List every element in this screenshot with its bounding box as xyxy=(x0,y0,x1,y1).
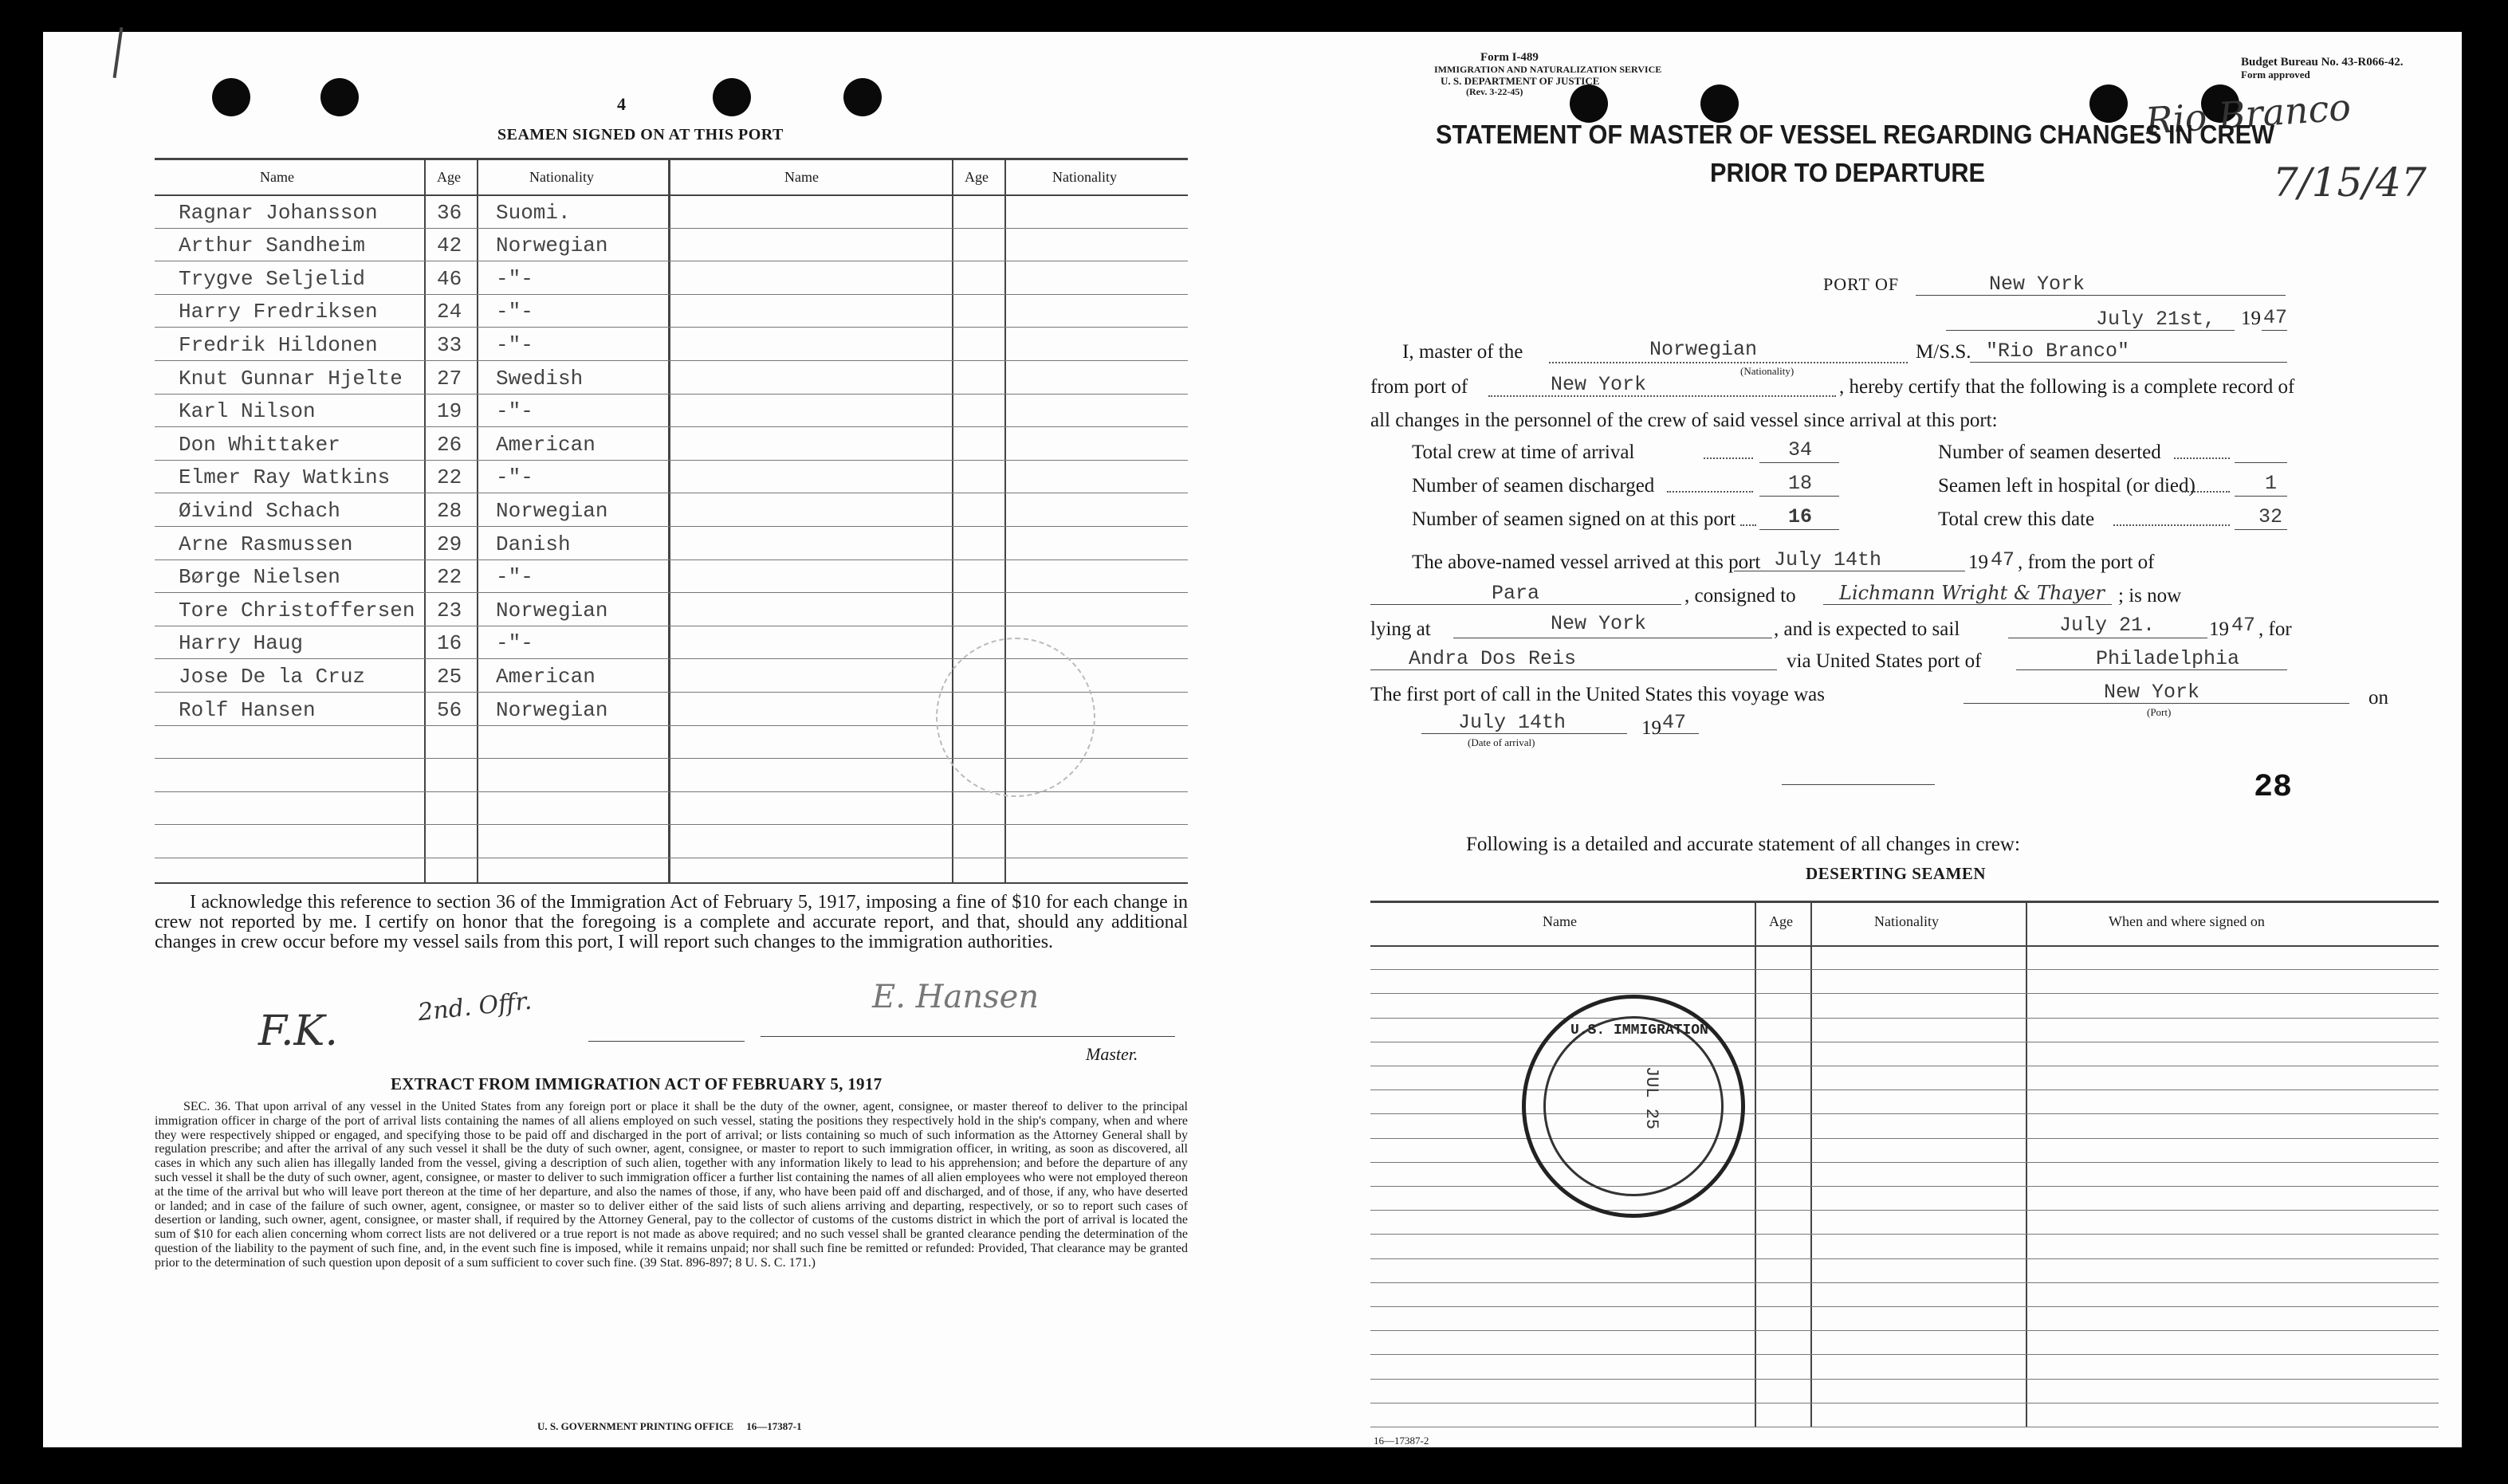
punch-hole xyxy=(843,78,882,116)
column-header-nationality-2: Nationality xyxy=(1052,169,1117,185)
seaman-nationality: -"- xyxy=(496,300,533,324)
punch-hole xyxy=(713,78,751,116)
seaman-nationality: American xyxy=(496,432,596,457)
table-rule xyxy=(1370,1258,2439,1259)
column-header-age: Age xyxy=(437,169,461,185)
table-rule xyxy=(155,592,1188,593)
seaman-name: Harry Haug xyxy=(179,631,304,656)
arrived-label: The above-named vessel arrived at this port xyxy=(1412,552,1761,573)
document-sheet xyxy=(43,32,2462,1447)
master-of-label: I, master of the xyxy=(1402,341,1523,363)
table-rule xyxy=(1370,1330,2439,1331)
immigration-stamp xyxy=(1522,995,1745,1218)
table-rule xyxy=(1370,1354,2439,1355)
certify-text: , hereby certify that the following is a complete record of xyxy=(1839,376,2295,398)
seaman-name: Ragnar Johansson xyxy=(179,200,378,225)
seaman-nationality: American xyxy=(496,665,596,689)
punch-hole xyxy=(1570,84,1608,123)
seaman-nationality: Suomi. xyxy=(496,200,571,225)
column-header-age-2: Age xyxy=(965,169,989,185)
arrived-year-prefix: 19 xyxy=(1968,552,1988,573)
table-rule xyxy=(1370,1306,2439,1307)
seaman-age: 42 xyxy=(437,234,462,258)
first-arrival-year-prefix: 19 xyxy=(1641,717,1661,739)
budget-bureau-number: Budget Bureau No. 43-R066-42. xyxy=(2241,56,2404,69)
seaman-name: Trygve Seljelid xyxy=(179,266,366,291)
table-rule xyxy=(1370,1162,2439,1163)
via-port-value: Philadelphia xyxy=(2096,647,2240,670)
date-of-arrival-caption: (Date of arrival) xyxy=(1468,736,1535,748)
lying-at-label: lying at xyxy=(1370,618,1431,640)
table-rule xyxy=(1370,993,2439,994)
table-rule xyxy=(155,559,1188,560)
seaman-nationality: -"- xyxy=(496,565,533,590)
seaman-nationality: Norwegian xyxy=(496,499,608,523)
table-rule xyxy=(155,526,1188,527)
form-title-line-2: PRIOR TO DEPARTURE xyxy=(1710,158,1986,187)
seaman-age: 46 xyxy=(437,266,462,291)
seaman-age: 25 xyxy=(437,665,462,689)
table-rule xyxy=(1370,969,2439,970)
seaman-nationality: -"- xyxy=(496,399,533,424)
seaman-name: Arne Rasmussen xyxy=(179,532,353,556)
crew-at-arrival-value: 34 xyxy=(1788,438,1813,461)
deserting-column-signed-on: When and where signed on xyxy=(2109,913,2265,929)
is-now-label: ; is now xyxy=(2118,585,2182,607)
form-revision: (Rev. 3-22-45) xyxy=(1466,86,1523,97)
form-approved: Form approved xyxy=(2241,69,2310,80)
seaman-age: 22 xyxy=(437,465,462,490)
column-header-nationality: Nationality xyxy=(529,169,594,185)
seaman-name: Arthur Sandheim xyxy=(179,234,366,258)
extract-title: EXTRACT FROM IMMIGRATION ACT OF FEBRUARY 5, 1917 xyxy=(391,1074,883,1093)
column-header-name-2: Name xyxy=(784,169,819,185)
table-rule xyxy=(155,394,1188,395)
destination-value: Andra Dos Reis xyxy=(1409,647,1577,670)
from-port-label: from port of xyxy=(1370,376,1468,398)
officer-initials: F.K. xyxy=(258,1007,338,1055)
table-rule xyxy=(155,327,1188,328)
seaman-age: 23 xyxy=(437,598,462,622)
arrived-date: July 14th xyxy=(1774,548,1882,571)
column-header-name: Name xyxy=(260,169,294,185)
port-of-label: PORT OF xyxy=(1823,274,1900,294)
seaman-name: Harry Fredriksen xyxy=(179,300,378,324)
statement-year: 47 xyxy=(2263,306,2288,329)
deserting-seamen-title: DESERTING SEAMEN xyxy=(1806,864,1987,883)
on-label: on xyxy=(2368,687,2388,709)
seaman-name: Rolf Hansen xyxy=(179,697,316,722)
seaman-name: Tore Christoffersen xyxy=(179,598,415,622)
deserting-column-name: Name xyxy=(1543,913,1577,929)
table-rule xyxy=(1370,1379,2439,1380)
seaman-age: 36 xyxy=(437,200,462,225)
departure-port-value: Para xyxy=(1492,582,1540,605)
seaman-name: Karl Nilson xyxy=(179,399,316,424)
seaman-age: 29 xyxy=(437,532,462,556)
seaman-age: 19 xyxy=(437,399,462,424)
seaman-nationality: Norwegian xyxy=(496,234,608,258)
punch-hole xyxy=(212,78,250,116)
via-port-label: via United States port of xyxy=(1787,650,1982,672)
seaman-name: Elmer Ray Watkins xyxy=(179,465,391,490)
punch-hole xyxy=(1700,84,1739,123)
first-port-label: The first port of call in the United States this voyage was xyxy=(1370,684,1826,705)
expected-to-sail-label: , and is expected to sail xyxy=(1774,618,1960,640)
acknowledgment-text: I acknowledge this reference to section 36 of the Immigration Act of February 5, 1917, imposing a fine of $10 for each change in crew not reported by me. I certify on honor that the foregoing is a complete and accurate report, and that, should any additional changes in crew occur before my vessel sails from this port, I will report such changes to the immigration authorities. xyxy=(155,892,1188,952)
stamp-date-text: JUL 25 xyxy=(1641,1066,1662,1130)
seaman-age: 33 xyxy=(437,333,462,357)
seamen-hospital-label: Seamen left in hospital (or died) xyxy=(1938,475,2195,497)
seaman-nationality: -"- xyxy=(496,333,533,357)
consignee-value: Lichmann Wright & Thayer xyxy=(1839,582,2105,604)
table-rule xyxy=(155,294,1188,295)
seaman-name: Øivind Schach xyxy=(179,499,340,523)
agency-line-2: U. S. DEPARTMENT OF JUSTICE xyxy=(1441,75,1600,87)
seaman-nationality: Norwegian xyxy=(496,598,608,622)
seaman-age: 16 xyxy=(437,631,462,656)
faint-stamp xyxy=(936,638,1095,797)
table-rule xyxy=(155,228,1188,229)
seamen-signed-on-label: Number of seamen signed on at this port xyxy=(1412,508,1736,530)
arrived-year: 47 xyxy=(1991,548,2015,571)
deserting-column-age: Age xyxy=(1769,913,1793,929)
table-title: SEAMEN SIGNED ON AT THIS PORT xyxy=(497,126,784,143)
sail-year: 47 xyxy=(2231,614,2256,637)
table-rule xyxy=(1370,1210,2439,1211)
table-rule xyxy=(155,426,1188,427)
from-port-value: New York xyxy=(1551,373,1647,396)
table-rule xyxy=(155,360,1188,361)
seaman-nationality: -"- xyxy=(496,631,533,656)
statement-date: July 21st, xyxy=(2096,308,2216,331)
total-crew-value: 32 xyxy=(2258,505,2283,528)
stamp-agency-text: U.S. IMMIGRATION xyxy=(1570,1023,1708,1038)
port-caption: (Port) xyxy=(2147,706,2172,718)
seamen-deserted-label: Number of seamen deserted xyxy=(1938,442,2161,463)
vessel-type-label: M/S.S. xyxy=(1916,341,1971,363)
first-arrival-date: July 14th xyxy=(1458,711,1567,734)
for-label: , for xyxy=(2258,618,2292,640)
seaman-name: Børge Nielsen xyxy=(179,565,340,590)
seaman-nationality: Danish xyxy=(496,532,571,556)
seaman-age: 24 xyxy=(437,300,462,324)
port-of-value: New York xyxy=(1989,273,2085,296)
table-rule xyxy=(1370,1018,2439,1019)
lying-at-value: New York xyxy=(1551,612,1647,635)
from-the-port-label: , from the port of xyxy=(2018,552,2155,573)
seaman-age: 27 xyxy=(437,366,462,391)
right-page xyxy=(1252,32,2462,1447)
agency-line-1: IMMIGRATION AND NATURALIZATION SERVICE xyxy=(1434,64,1662,75)
punch-hole xyxy=(320,78,359,116)
seaman-name: Jose De la Cruz xyxy=(179,665,366,689)
sail-date: July 21. xyxy=(2059,614,2156,637)
master-signature: E. Hansen xyxy=(872,979,1040,1015)
first-port-value: New York xyxy=(2104,681,2200,704)
vessel-name: "Rio Branco" xyxy=(1986,340,2130,363)
first-arrival-year: 47 xyxy=(1662,711,1687,734)
crew-at-arrival-label: Total crew at time of arrival xyxy=(1412,442,1635,463)
printer-imprint-left: U. S. GOVERNMENT PRINTING OFFICE 16—17387-1 xyxy=(537,1420,802,1432)
seamen-signed-on-value: 16 xyxy=(1788,505,1813,528)
table-rule xyxy=(1370,1234,2439,1235)
seaman-nationality: Norwegian xyxy=(496,697,608,722)
total-crew-label: Total crew this date xyxy=(1938,508,2095,530)
table-rule xyxy=(155,460,1188,461)
deserting-column-nationality: Nationality xyxy=(1874,913,1939,929)
seaman-nationality: Swedish xyxy=(496,366,584,391)
seaman-nationality: -"- xyxy=(496,266,533,291)
seamen-discharged-value: 18 xyxy=(1788,472,1813,495)
table-rule xyxy=(155,824,1188,825)
following-text: Following is a detailed and accurate statement of all changes in crew: xyxy=(1466,834,2020,855)
seaman-name: Fredrik Hildonen xyxy=(179,333,378,357)
form-number: Form I-489 xyxy=(1480,51,1539,64)
seamen-discharged-label: Number of seamen discharged xyxy=(1412,475,1655,497)
seaman-age: 28 xyxy=(437,499,462,523)
nationality-caption: (Nationality) xyxy=(1740,365,1795,377)
consigned-label: , consigned to xyxy=(1684,585,1796,607)
sail-year-prefix: 19 xyxy=(2209,618,2229,640)
seaman-name: Don Whittaker xyxy=(179,432,340,457)
handwritten-date-note: 7/15/47 xyxy=(2273,159,2427,206)
form-title-line-1: STATEMENT OF MASTER OF VESSEL REGARDING CHANGES IN CREW xyxy=(1436,120,2275,149)
statement-year-prefix: 19 xyxy=(2241,308,2261,329)
printer-imprint-right: 16—17387-2 xyxy=(1374,1435,1429,1447)
table-rule xyxy=(1370,1282,2439,1283)
all-changes-text: all changes in the personnel of the crew of said vessel since arrival at this port: xyxy=(1370,410,1998,431)
page-number: 4 xyxy=(617,94,626,114)
seaman-age: 22 xyxy=(437,565,462,590)
seaman-name: Knut Gunnar Hjelte xyxy=(179,366,403,391)
officer-rank: 2nd. Offr. xyxy=(416,987,533,1027)
handwritten-ship-note: Rio Branco xyxy=(2144,85,2353,143)
seamen-hospital-value: 1 xyxy=(2265,472,2278,495)
page-count: 28 xyxy=(2254,770,2293,806)
seaman-age: 26 xyxy=(437,432,462,457)
table-rule xyxy=(1370,1403,2439,1404)
extract-text: SEC. 36. That upon arrival of any vessel in the United States from any foreign port or place it shall be the duty of the owner, agent, consignee, or master thereof to deliver to the principal immigration officer in charge of the port of arrival lists containing the names of all aliens employed on such vessel, stating the positions they respectively hold in the ship's company, when and where they were respectively shipped or engaged, and specifying those to be paid off and discharged in the port of arrival; or lists containing so much of such information as the Attorney General shall by regulation prescribe; and after the arrival of any such vessel it shall be the duty of such owner, agent, consignee, or master to report to such immigration officer, in writing, as soon as discovered, all cases in which any such alien has illegally landed from the vessel, giving a description of such alien, together with any information likely to lead to his apprehension; and before the departure of any such vessel it shall be the duty of such owner, agent, consignee, or master to deliver to such immigration officer a further list containing the names of all alien employees who were not employed thereon at the time of the arrival but who will leave port thereon at the time of her departure, and also the names of those, if any, who have been paid off and discharged, and of those, if any, who have deserted or landed; and in case of the failure of such owner, agent, consignee, or master so to deliver either of the said lists of such aliens arriving and departing, respectively, or so to report such cases of desertion or landing, such owner, agent, consignee, or master shall, if required by the Attorney General, pay to the collector of customs of the customs district in which the port of arrival is located the sum of $10 for each alien concerning whom correct lists are not delivered or a true report is not made as above required; and no such vessel shall be granted clearance pending the determination of the question of the liability to the payment of such fine, and, in the event such fine is imposed, while it remains unpaid; nor shall such fine be remitted or refunded: Provided, That clearance may be granted prior to the determination of such question upon deposit of a sum sufficient to cover such fine. (39 Stat. 896-897; 8 U. S. C. 171.) xyxy=(155,1100,1188,1270)
seaman-nationality: -"- xyxy=(496,465,533,490)
table-rule xyxy=(1370,1186,2439,1187)
master-label: Master. xyxy=(1086,1044,1138,1064)
pencil-tick-mark xyxy=(113,27,124,78)
vessel-nationality: Norwegian xyxy=(1649,338,1758,361)
seaman-age: 56 xyxy=(437,697,462,722)
punch-hole xyxy=(2089,84,2128,123)
